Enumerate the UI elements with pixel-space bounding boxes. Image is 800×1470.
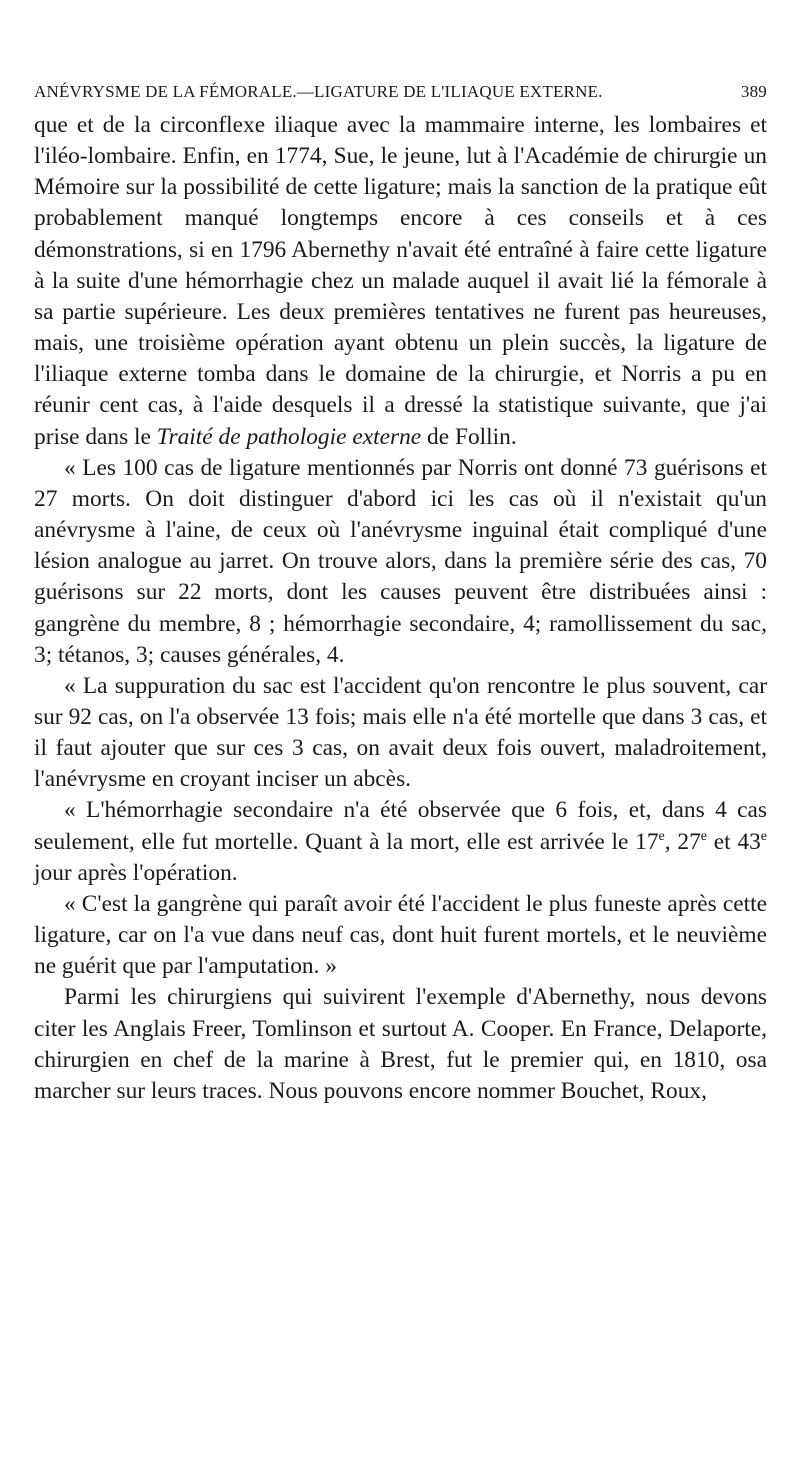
paragraph-3	[34, 671, 767, 796]
ordinal-suffix: e	[700, 827, 707, 844]
text-run: jour après l'opération.	[34, 859, 238, 886]
text-run: « C'est la gangrène qui paraît avoir été l'accident le plus funeste après cette ligature, car on l'a vue dans neuf cas, dont huit furent mortels, et le neuvième ne guérit que par l'amputation. »	[34, 890, 767, 980]
text-run: , 27	[664, 828, 701, 855]
text-run: et 43	[707, 828, 761, 855]
text-run: que et de la circonflexe iliaque avec la mammaire interne, les lombaires et l'iléo-lombaire. Enfin, en 1774, Sue, le jeune, lut à l'Académie de chirurgie un Mémoire sur la possibilité de cette ligature; mais la sanction de la pratique eût probablement manqué longtemps encore à ces conseils et à ces démonstrations, si en 1796 Abernethy n'avait été entraîné à faire cette ligature à la suite d'une hémorrhagie chez un malade auquel il avait lié la fémorale à sa partie supérieure. Les deux premières tentatives ne furent pas heureuses, mais, une troisième opération ayant obtenu un plein succès, la ligature de l'iliaque externe tomba dans le domaine de la chirurgie, et Norris a pu en réunir cent cas, à l'aide desquels il a dressé la statistique suivante, que j'ai prise dans le	[34, 112, 767, 450]
paragraph-4	[34, 795, 767, 888]
running-title: ANÉVRYSME DE LA FÉMORALE.—LIGATURE DE L'ILIAQUE EXTERNE.	[34, 82, 603, 101]
body-text	[34, 110, 767, 1107]
running-header	[34, 78, 767, 108]
paragraph-5	[34, 889, 767, 982]
text-run: de Follin.	[421, 423, 517, 450]
paragraph-2	[34, 453, 767, 671]
ordinal-suffix: e	[760, 827, 767, 844]
paragraph-6	[34, 982, 767, 1107]
text-run: « La suppuration du sac est l'accident qu'on rencontre le plus souvent, car sur 92 cas, on l'a observée 13 fois; mais elle n'a été mortelle que dans 3 cas, et il faut ajouter que sur ces 3 cas, on avait deux fois ouvert, maladroitement, l'anévrysme en croyant inciser un abcès.	[34, 672, 767, 793]
text-run: Parmi les chirurgiens qui suivirent l'exemple d'Abernethy, nous devons citer les Anglais Freer, Tomlinson et surtout A. Cooper. En France, Delaporte, chirurgien en chef de la marine à Brest, fut le premier qui, en 1810, osa marcher sur leurs traces. Nous pouvons encore nommer Bouchet, Roux,	[34, 984, 767, 1104]
text-run: « L'hémorrhagie secondaire n'a été observée que 6 fois, et, dans 4 cas seulement, elle fut mortelle. Quant à la mort, elle est arrivée le 17	[34, 797, 767, 855]
paragraph-1	[34, 110, 767, 453]
book-title: Traité de pathologie externe	[156, 423, 422, 450]
ordinal-suffix: e	[658, 827, 665, 844]
page-number: 389	[740, 82, 767, 101]
book-page	[34, 78, 767, 1107]
text-run: « Les 100 cas de ligature mentionnés par Norris ont donné 73 guérisons et 27 morts. On doit distinguer d'abord ici les cas où il n'existait qu'un anévrysme à l'aine, de ceux où l'anévrysme inguinal était compliqué d'une lésion analogue au jarret. On trouve alors, dans la première série des cas, 70 guérisons sur 22 morts, dont les causes peuvent être distribuées ainsi : gangrène du membre, 8 ; hémorrhagie secondaire, 4; ramollissement du sac, 3; tétanos, 3; causes générales, 4.	[34, 454, 767, 668]
